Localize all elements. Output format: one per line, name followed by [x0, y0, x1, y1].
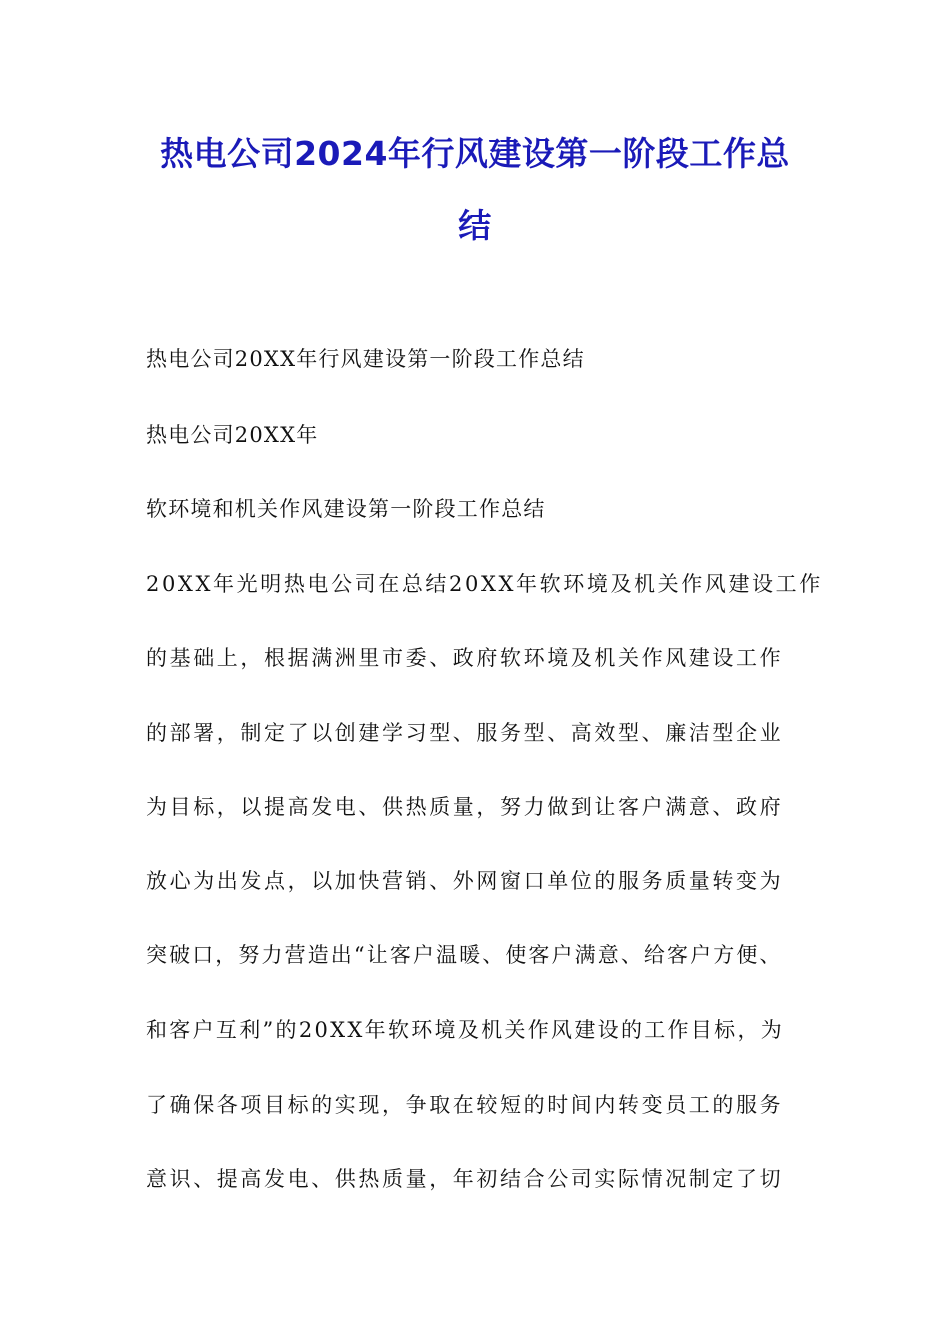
body-line-7: 为目标，以提高发电、供热质量，努力做到让客户满意、政府	[146, 795, 784, 819]
body-line-2: 热电公司20XX年	[146, 423, 319, 447]
body-line-3: 软环境和机关作风建设第一阶段工作总结	[146, 497, 546, 521]
body-line-11: 了确保各项目标的实现，争取在较短的时间内转变员工的服务	[146, 1093, 784, 1117]
body-line-1: 热电公司20XX年行风建设第一阶段工作总结	[146, 347, 585, 371]
body-line-6: 的部署，制定了以创建学习型、服务型、高效型、廉洁型企业	[146, 721, 784, 745]
body-line-4: 20XX年光明热电公司在总结20XX年软环境及机关作风建设工作	[146, 572, 823, 596]
body-line-10: 和客户互利”的20XX年软环境及机关作风建设的工作目标，为	[146, 1018, 785, 1042]
body-line-9: 突破口，努力营造出“让客户温暖、使客户满意、给客户方便、	[146, 943, 783, 967]
body-line-5: 的基础上，根据满洲里市委、政府软环境及机关作风建设工作	[146, 646, 784, 670]
body-line-12: 意识、提高发电、供热质量，年初结合公司实际情况制定了切	[146, 1167, 784, 1191]
body-line-8: 放心为出发点，以加快营销、外网窗口单位的服务质量转变为	[146, 869, 784, 893]
document-title-line-1: 热电公司2024年行风建设第一阶段工作总	[160, 134, 790, 173]
document-title-line-2: 结	[458, 206, 492, 245]
